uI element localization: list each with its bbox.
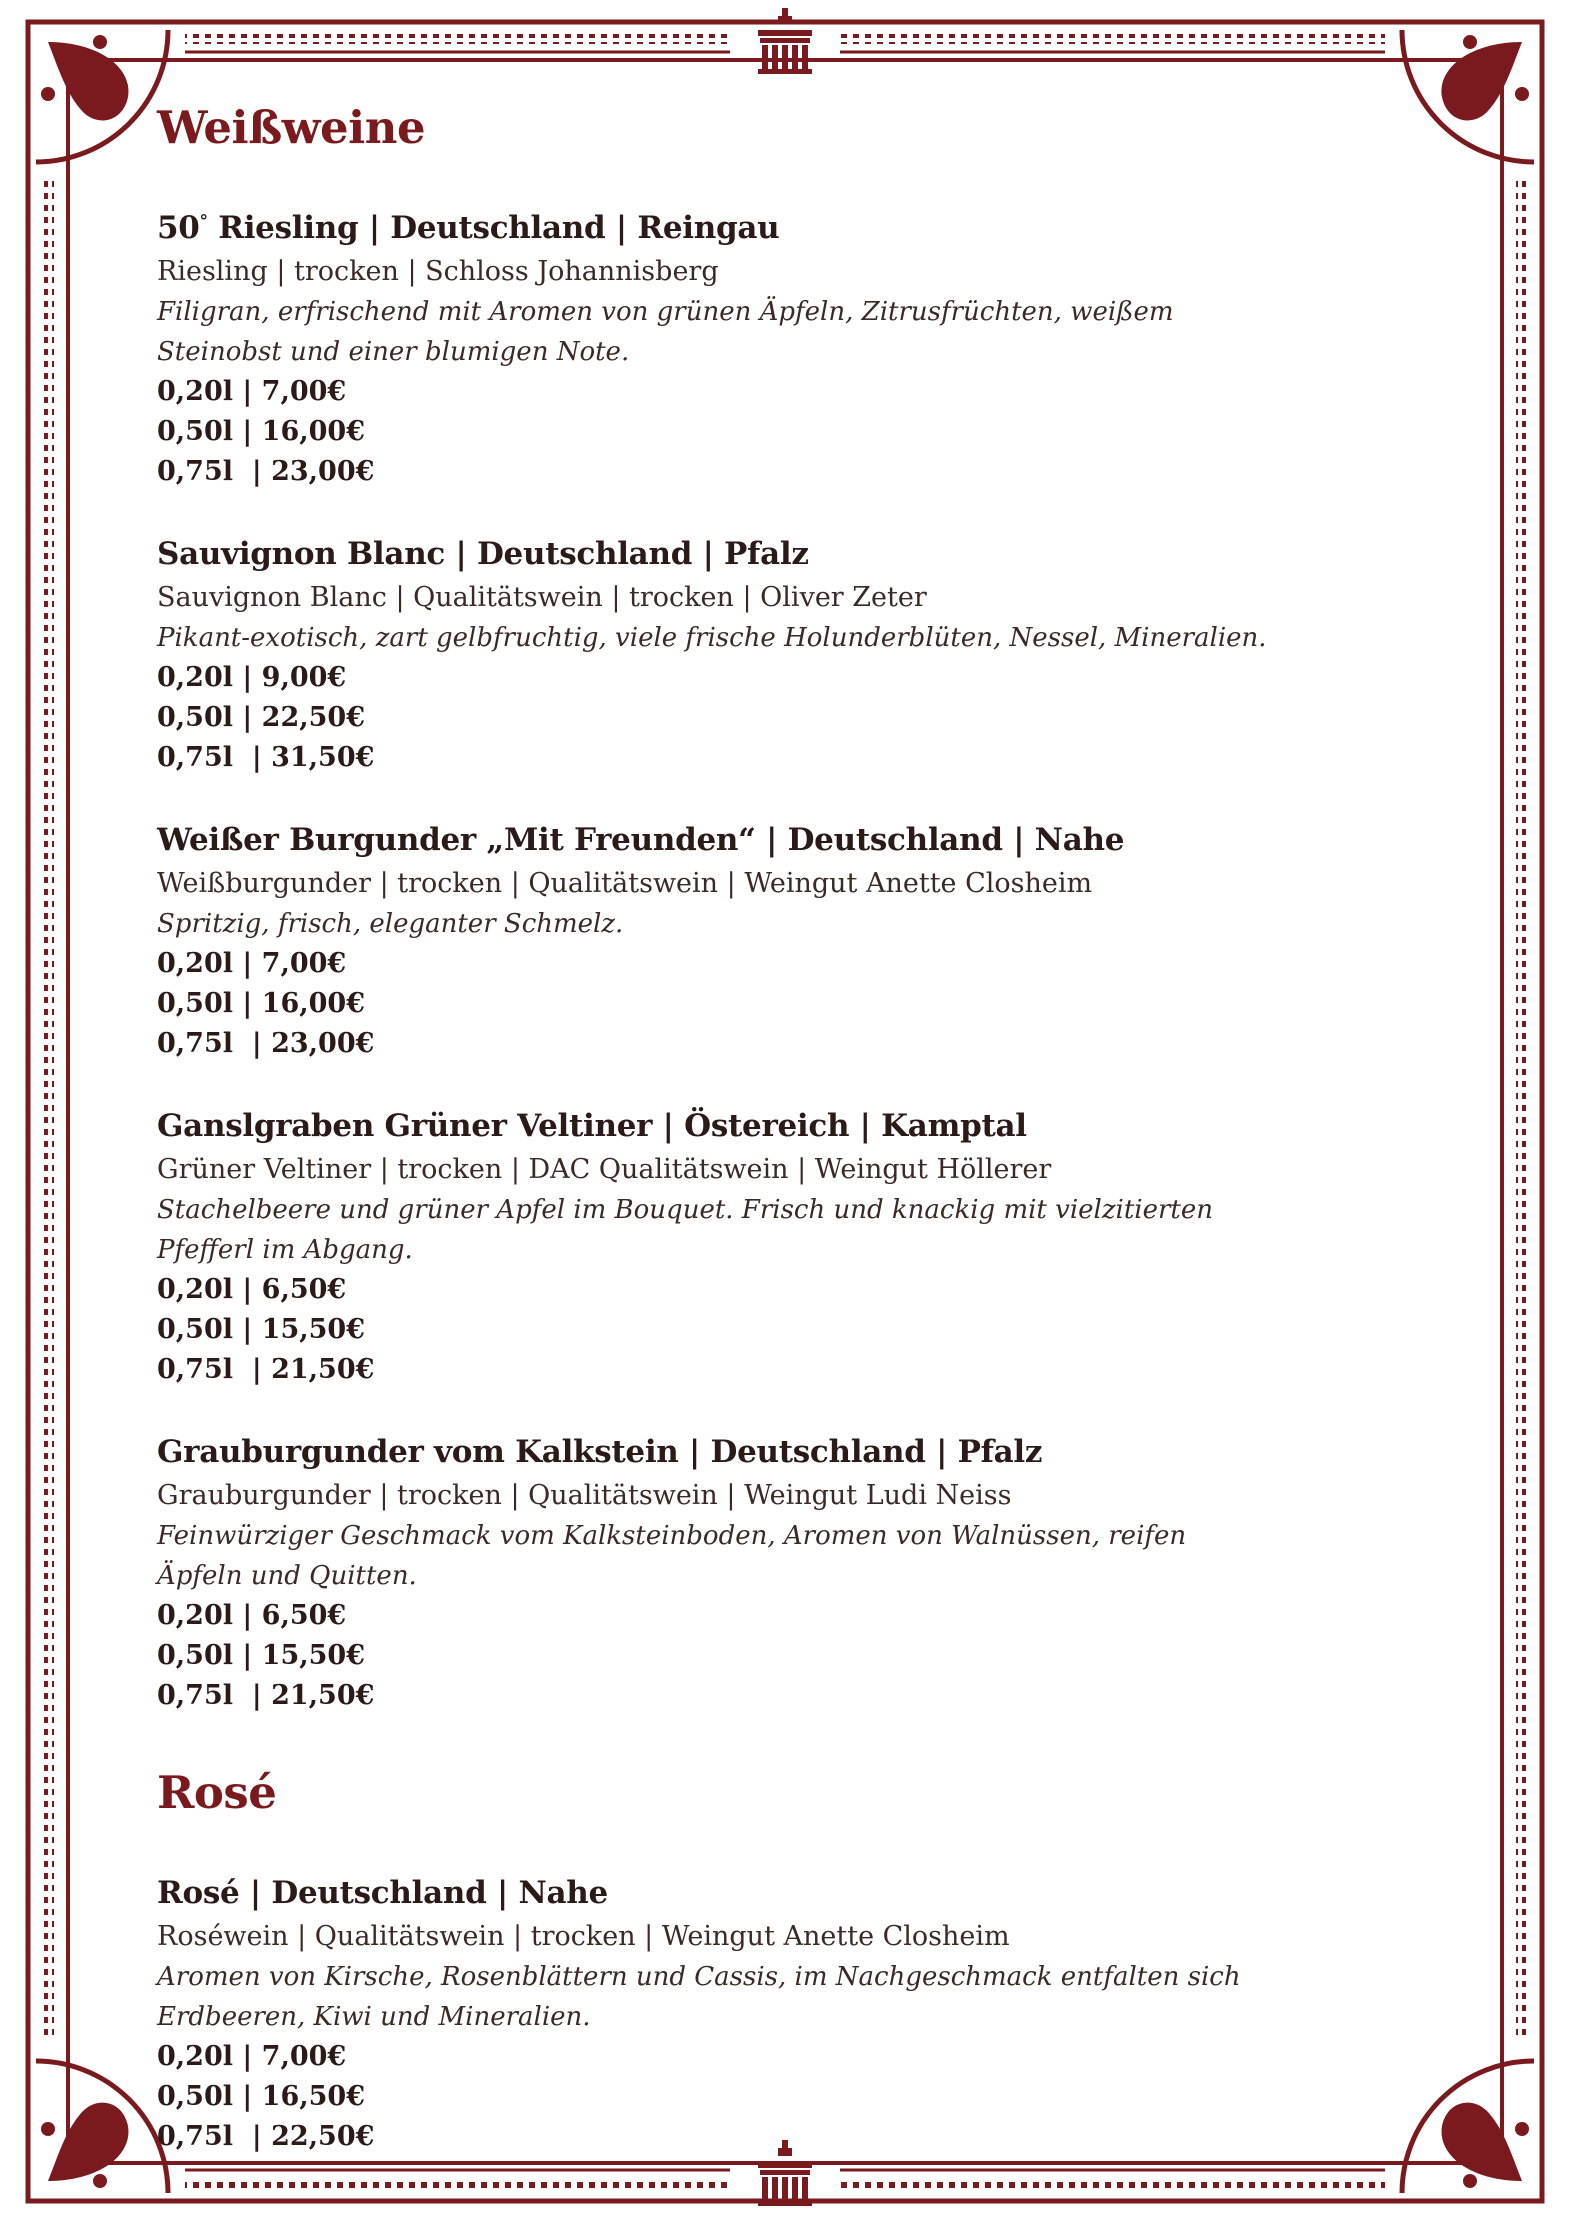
price-row: 0,20l | 6,50€	[157, 1600, 347, 1631]
wine-item	[157, 205, 1397, 492]
wine-details: Weißburgunder | trocken | Qualitätswein | Weingut Anette Closheim	[157, 868, 1093, 899]
price-row: 0,50l | 15,50€	[157, 1314, 365, 1345]
wine-list	[157, 90, 1397, 2157]
wine-heading: Grauburgunder vom Kalkstein | Deutschland | Pfalz	[157, 1434, 1043, 1470]
price-row: 0,50l | 15,50€	[157, 1640, 365, 1671]
wine-item	[157, 1429, 1397, 1716]
price-row: 0,75l | 21,50€	[157, 1354, 375, 1385]
wine-item	[157, 1870, 1397, 2157]
section-title-rose: Rosé	[157, 1766, 277, 1819]
price-row: 0,50l | 16,50€	[157, 2081, 365, 2112]
wine-details: Sauvignon Blanc | Qualitätswein | trocken | Oliver Zeter	[157, 582, 927, 613]
wine-description: Spritzig, frisch, eleganter Schmelz.	[157, 909, 624, 939]
wine-description: Stachelbeere und grüner Apfel im Bouquet. Frisch und knackig mit vielzitierten Pfefferl im Abgang.	[157, 1195, 1214, 1265]
wine-heading: Weißer Burgunder „Mit Freunden“ | Deutschland | Nahe	[157, 822, 1125, 858]
wine-heading: Rosé | Deutschland | Nahe	[157, 1875, 608, 1911]
price-row: 0,20l | 7,00€	[157, 376, 347, 407]
price-row: 0,20l | 7,00€	[157, 2041, 347, 2072]
price-row: 0,75l | 23,00€	[157, 456, 375, 487]
wine-item	[157, 531, 1397, 778]
price-row: 0,20l | 6,50€	[157, 1274, 347, 1305]
price-row: 0,75l | 31,50€	[157, 742, 375, 773]
brandenburger-tor-icon	[758, 8, 812, 74]
wine-item	[157, 1103, 1397, 1390]
price-row: 0,75l | 21,50€	[157, 1680, 375, 1711]
wine-details: Grauburgunder | trocken | Qualitätswein | Weingut Ludi Neiss	[157, 1480, 1012, 1511]
section-title-weissweine: Weißweine	[157, 101, 426, 154]
wine-heading: Sauvignon Blanc | Deutschland | Pfalz	[157, 536, 809, 572]
wine-description: Pikant-exotisch, zart gelbfruchtig, viele frische Holunderblüten, Nessel, Mineralien.	[157, 623, 1267, 653]
wine-details: Grüner Veltiner | trocken | DAC Qualitätswein | Weingut Höllerer	[157, 1154, 1052, 1185]
price-row: 0,20l | 7,00€	[157, 948, 347, 979]
wine-details: Riesling | trocken | Schloss Johannisberg	[157, 256, 719, 287]
wine-description: Filigran, erfrischend mit Aromen von grünen Äpfeln, Zitrusfrüchten, weißem Steinobst und einer blumigen Note.	[157, 297, 1174, 367]
wine-item	[157, 817, 1397, 1064]
price-row: 0,50l | 16,00€	[157, 988, 365, 1019]
wine-heading: Ganslgraben Grüner Veltiner | Östereich | Kamptal	[157, 1108, 1027, 1144]
price-row: 0,20l | 9,00€	[157, 662, 347, 693]
wine-description: Aromen von Kirsche, Rosenblättern und Cassis, im Nachgeschmack entfalten sich Erdbeeren, Kiwi und Mineralien.	[157, 1962, 1241, 2032]
price-row: 0,50l | 22,50€	[157, 702, 365, 733]
price-row: 0,50l | 16,00€	[157, 416, 365, 447]
wine-details: Roséwein | Qualitätswein | trocken | Weingut Anette Closheim	[157, 1921, 1010, 1952]
wine-description: Feinwürziger Geschmack vom Kalksteinboden, Aromen von Walnüssen, reifen Äpfeln und Quitten.	[157, 1521, 1187, 1591]
wine-heading: 50° Riesling | Deutschland | Reingau	[157, 210, 780, 246]
price-row: 0,75l | 23,00€	[157, 1028, 375, 1059]
price-row: 0,75l | 22,50€	[157, 2121, 375, 2152]
